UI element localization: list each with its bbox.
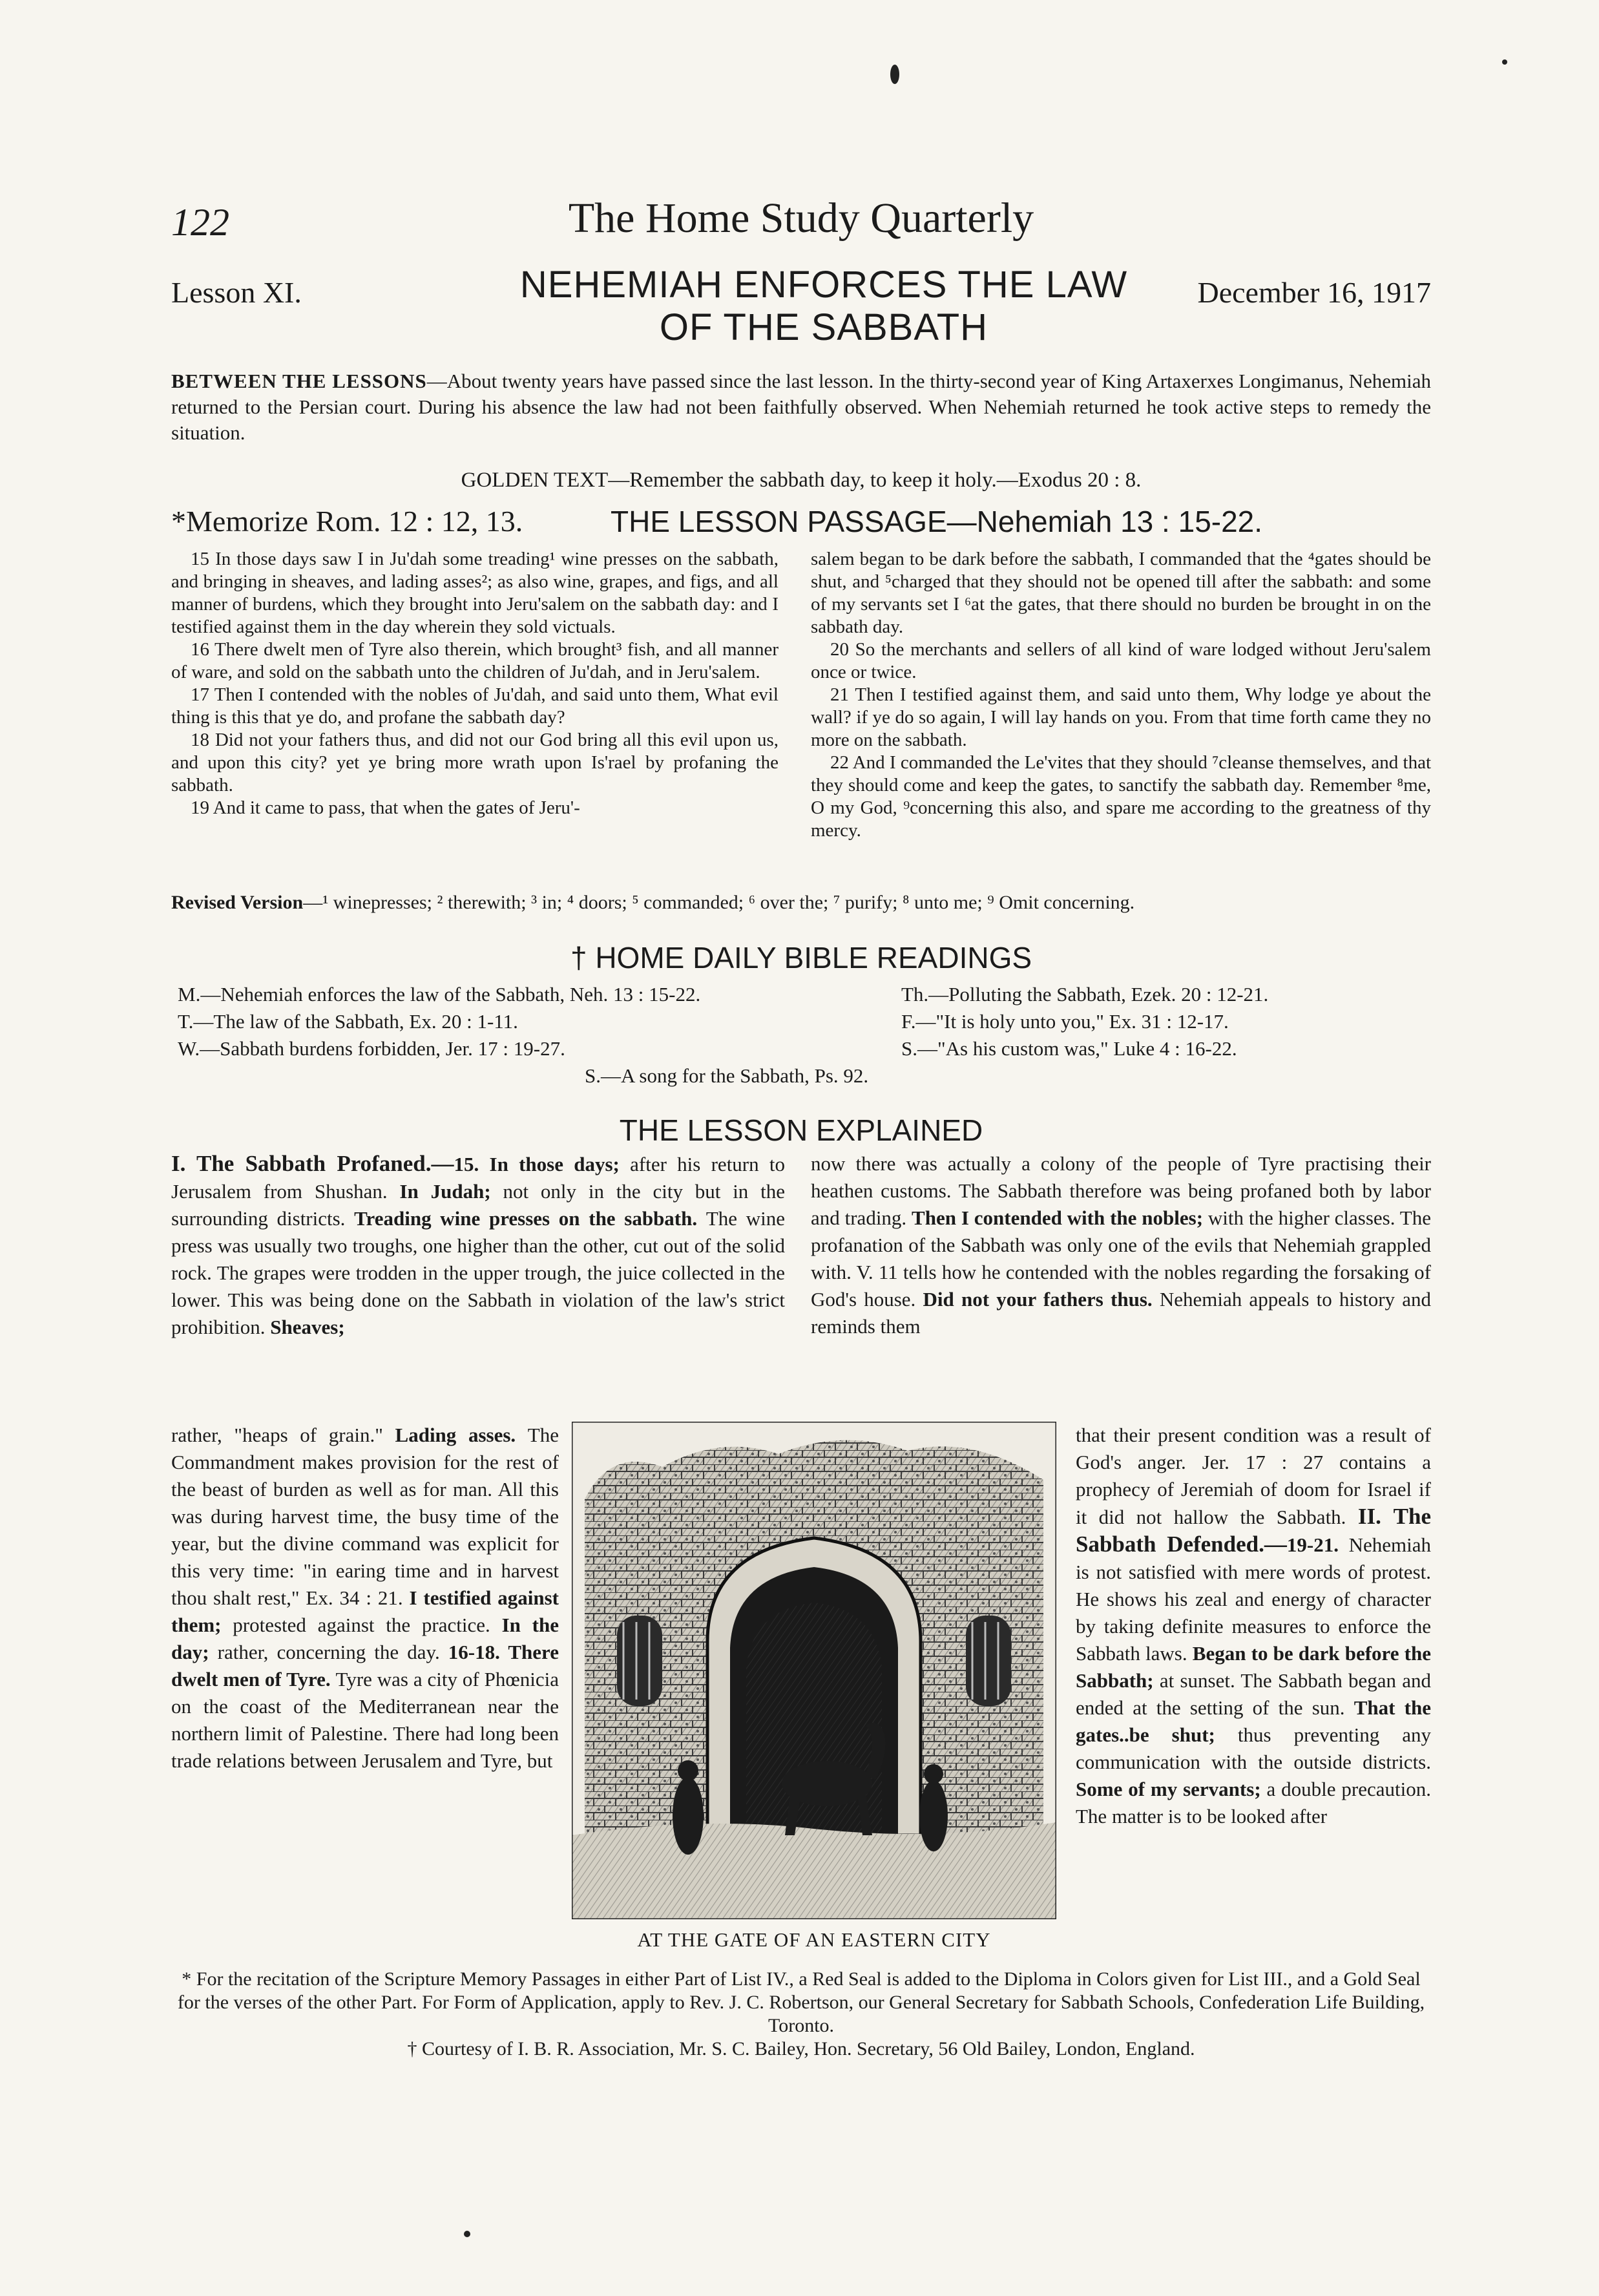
lesson-title [481, 264, 1166, 349]
lesson-number: Lesson XI. [171, 276, 302, 309]
daily-readings-list [171, 981, 1431, 1091]
explained-text-run: The wine press was usually two troughs, one higher than the other, cut out of the solid rock. The grapes were trodden in the upper trough, the juice collected in the lower. This was being done on the Sabbath in violation of the law's strict prohibition. [171, 1207, 785, 1338]
lesson-header [171, 264, 1431, 361]
explained-text-run: rather, "heaps of grain." [171, 1424, 395, 1446]
scan-speck [464, 2231, 470, 2237]
explained-text-run: protested against the practice. [233, 1614, 502, 1636]
explained-text-run: now there was actually a colony of the people of Tyre practising their heathen customs. The Sabbath therefore was being profaned both by labor and trading. [811, 1152, 1431, 1229]
daily-readings-heading: † HOME DAILY BIBLE READINGS [570, 941, 1032, 974]
explained-text-run: 16-18. There dwelt men of Tyre. [171, 1641, 559, 1690]
revised-version-note [171, 891, 1431, 914]
lesson-title-line2: OF THE SABBATH [659, 306, 988, 348]
between-lessons [171, 368, 1431, 446]
explained-text-run: Lading asses. [395, 1424, 528, 1446]
verse: salem began to be dark before the sabbath, I commanded that the ⁴gates should be shut, and ⁵charged that they should not be opened till after the sabbath: and some of my servants set I ⁶at the gates, that there should no burden be brought in on the sabbath day. [811, 549, 1431, 637]
explained-col1-top [171, 1150, 785, 1341]
explained-text-run: II. The Sabbath Defended.— [1076, 1504, 1431, 1557]
explained-text-run: In the day; [171, 1614, 559, 1663]
revised-version-label: Revised Version [171, 892, 304, 913]
explained-text-run: Treading wine presses on the sabbath. [354, 1207, 706, 1230]
explained-text-run: I. The Sabbath Profaned.— [171, 1151, 454, 1176]
verse: 16 There dwelt men of Tyre also therein, which brought³ fish, and all manner of ware, and sold on the sabbath unto the children of Ju'dah, and in Jeru'salem. [171, 639, 779, 682]
explained-text-run: thus preventing any communication with the outside districts. [1076, 1723, 1431, 1773]
explained-text-run: not only in the city but in the surrounding districts. [171, 1180, 786, 1230]
explained-text-run: Sheaves; [270, 1316, 345, 1338]
verse: 21 Then I testified against them, and said unto them, Why lodge ye about the wall? if ye do so again, I will lay hands on you. From that time forth came they no more on the sabbath. [811, 684, 1431, 750]
footnotes [171, 1968, 1431, 2061]
lesson-date: December 16, 1917 [1197, 276, 1431, 309]
verse: 15 In those days saw I in Ju'dah some treading¹ wine presses on the sabbath, and bringing in sheaves, and lading asses²; as also wine, grapes, and figs, and all manner of burdens, which they brought into Jeru'salem on the sabbath day: and I testified against them in the day wherein they sold victuals. [171, 549, 779, 637]
page-number: 122 [171, 201, 229, 244]
lesson-title-line1: NEHEMIAH ENFORCES THE LAW [519, 264, 1128, 306]
publication-title: The Home Study Quarterly [568, 195, 1034, 242]
reading-item: F.—"It is holy unto you," Ex. 31 : 12-17. [901, 1010, 1229, 1033]
verse: 18 Did not your fathers thus, and did not our God bring all this evil upon us, and upon this city? yet ye bring more wrath upon Is'rael by profaning the sabbath. [171, 730, 779, 795]
explained-col2-top [811, 1150, 1431, 1340]
explained-text-run: 15. In those days; [454, 1153, 631, 1175]
reading-item: S.—"As his custom was," Luke 4 : 16-22. [901, 1037, 1237, 1060]
lesson-passage-heading: THE LESSON PASSAGE—Nehemiah 13 : 15-22. [611, 505, 1263, 538]
footnote-memory-passages: * For the recitation of the Scripture Memory Passages in either Part of List IV., a Red Seal is added to the Diploma in Colors given for List III., and a Gold Seal for the verses of the other Part. For Form of Application, apply to Rev. J. C. Robertson, our General Secretary for Sabbath Schools, Confederation Life Building, Toronto. [177, 1968, 1425, 2036]
explained-text-run: at sunset. The Sabbath began and ended at the setting of the sun. [1076, 1669, 1431, 1719]
explained-text-run: Began to be dark before the Sabbath; [1076, 1642, 1431, 1692]
reading-item: T.—The law of the Sabbath, Ex. 20 : 1-11. [178, 1010, 518, 1033]
verse: 22 And I commanded the Le'vites that they should ⁷cleanse themselves, and that they should come and keep the gates, to sanctify the sabbath day. Remember ⁸me, O my God, ⁹concerning this also, and spare me according to the greatness of thy mercy. [811, 752, 1431, 841]
gate-engraving [572, 1422, 1056, 1919]
between-lessons-text: —About twenty years have passed since the last lesson. In the thirty-second year of King Artaxerxes Longimanus, Nehemiah returned to the Persian court. During his absence the law had not been faithfully observed. When Nehemiah returned he took active steps to remedy the situation. [171, 370, 1431, 444]
explained-text-run: I testified against them; [171, 1586, 559, 1636]
explained-text-run: rather, concerning the day. [217, 1641, 448, 1663]
explained-col1-bottom [171, 1422, 559, 1775]
gate-illustration [572, 1422, 1056, 1952]
explained-text-run: In Judah; [399, 1180, 503, 1203]
reading-item: Th.—Polluting the Sabbath, Ezek. 20 : 12-21. [901, 983, 1269, 1006]
scan-speck [890, 65, 899, 84]
running-header [171, 194, 1431, 252]
explained-text-run: 19-21. [1286, 1533, 1349, 1556]
reading-item: S.—A song for the Sabbath, Ps. 92. [585, 1064, 869, 1087]
verse: 20 So the merchants and sellers of all kind of ware lodged without Jeru'salem once or twice. [811, 639, 1431, 682]
explained-text-run: Nehemiah appeals to history and reminds them [811, 1288, 1431, 1338]
golden-text: GOLDEN TEXT—Remember the sabbath day, to keep it holy.—Exodus 20 : 8. [461, 469, 1142, 492]
explained-text-run: Nehemiah is not satisfied with mere words of protest. He shows his zeal and energy of character by taking definite measures to enforce the Sabbath laws. [1076, 1533, 1432, 1665]
explained-text-run: Tyre was a city of Phœnicia on the coast of the Mediterranean near the northern limit of Palestine. There had long been trade relations between Jerusalem and Tyre, but [171, 1668, 559, 1772]
memorize-row [171, 504, 1431, 543]
between-lessons-label: BETWEEN THE LESSONS [171, 370, 427, 392]
reading-item: W.—Sabbath burdens forbidden, Jer. 17 : 19-27. [178, 1037, 565, 1060]
verse: 19 And it came to pass, that when the gates of Jeru'- [191, 797, 580, 818]
memorize-reference: *Memorize Rom. 12 : 12, 13. [171, 505, 523, 538]
explained-text-run: Did not your fathers thus. [923, 1288, 1160, 1311]
explained-text-run: a double precaution. The matter is to be looked after [1076, 1778, 1431, 1827]
explained-text-run: That the gates..be shut; [1076, 1696, 1431, 1746]
footnote-courtesy: † Courtesy of I. B. R. Association, Mr. S. C. Bailey, Hon. Secretary, 56 Old Bailey, London, England. [407, 2038, 1195, 2059]
explained-text-run: that their present condition was a result of God's anger. Jer. 17 : 27 contains a prophecy of Jeremiah of doom for Israel if it did not hallow the Sabbath. [1076, 1424, 1431, 1528]
reading-item: M.—Nehemiah enforces the law of the Sabbath, Neh. 13 : 15-22. [178, 983, 701, 1006]
figure-caption: AT THE GATE OF AN EASTERN CITY [637, 1928, 991, 1951]
verses-left-column [171, 548, 779, 819]
scan-speck [1502, 59, 1507, 65]
lesson-explained-heading: THE LESSON EXPLAINED [619, 1113, 983, 1147]
verses-right-column [811, 548, 1431, 842]
explained-text-run: Then I contended with the nobles; [912, 1206, 1208, 1229]
explained-text-run: after his return to Jerusalem from Shushan. [171, 1153, 785, 1203]
explained-col2-bottom [1076, 1422, 1431, 1830]
explained-text-run: The Commandment makes provision for the rest of the beast of burden as well as for man. All this was during harvest time, the busy time of the year, but the divine command was explicit for this very time: "in earing time and in harvest thou shalt rest," Ex. 34 : 21. [171, 1424, 559, 1609]
revised-version-text: —¹ winepresses; ² therewith; ³ in; ⁴ doors; ⁵ commanded; ⁶ over the; ⁷ purify; ⁸ unto me; ⁹ Omit concerning. [303, 892, 1135, 913]
explained-text-run: with the higher classes. The profanation of the Sabbath was only one of the evils that Nehemiah grappled with. V. 11 tells how he contended with the nobles regarding the forsaking of God's house. [811, 1206, 1431, 1311]
explained-text-run: Some of my servants; [1076, 1778, 1267, 1800]
verse: 17 Then I contended with the nobles of Ju'dah, and said unto them, What evil thing is this that ye do, and profane the sabbath day? [171, 684, 779, 728]
